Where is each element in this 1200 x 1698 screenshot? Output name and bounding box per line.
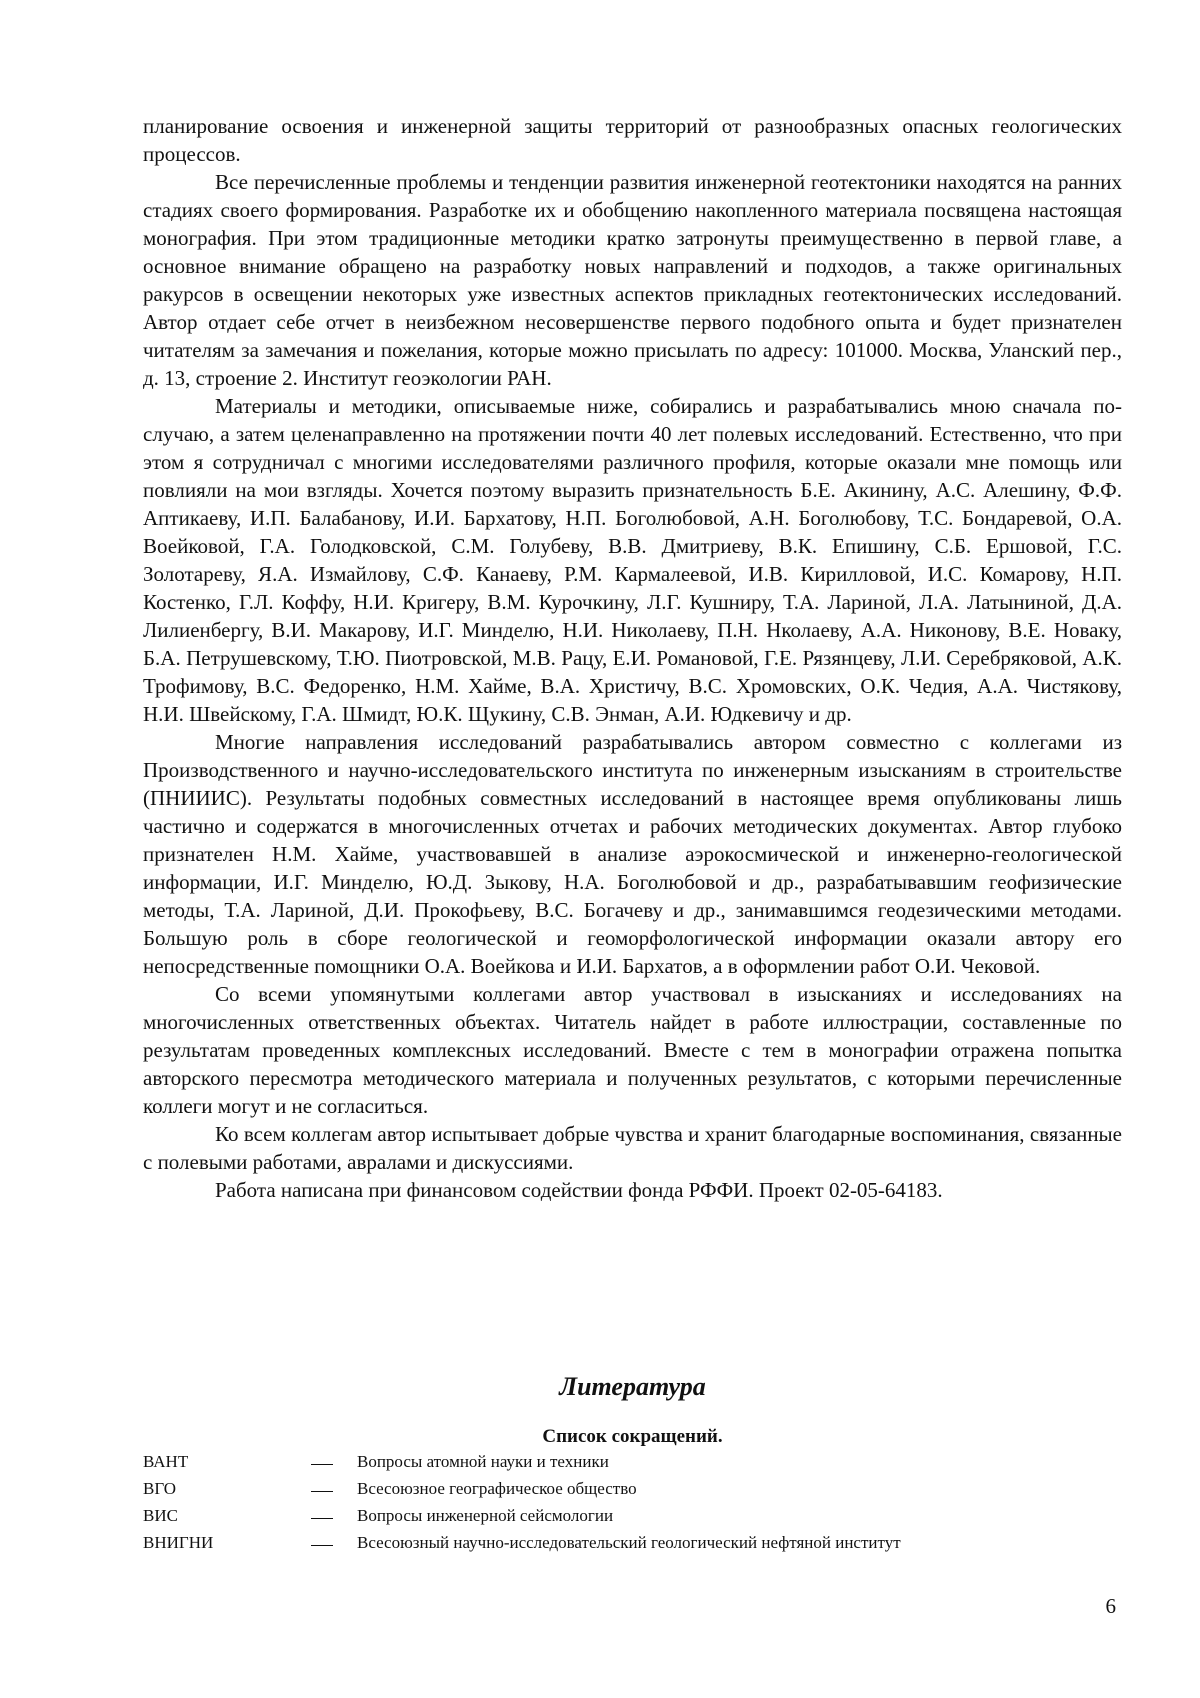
abbreviation-row [143,1506,1122,1533]
abbreviation-term: ВАНТ [143,1452,189,1471]
abbreviation-definition: Вопросы инженерной сейсмологии [357,1506,614,1525]
abbreviations-list [143,1452,1122,1560]
page-number: 6 [1105,1594,1116,1618]
section-heading: Литература [559,1372,706,1401]
abbreviation-definition: Всесоюзный научно-исследовательский геологический нефтяной институт [357,1533,901,1552]
paragraph-1: планирование освоения и инженерной защиты территорий от разнообразных опасных геологических процессов. [143,114,1122,166]
paragraph-7: Работа написана при финансовом содействии фонда РФФИ. Проект 02-05-64183. [215,1178,943,1202]
paragraph-6: Ко всем коллегам автор испытывает добрые чувства и хранит благодарные воспоминания, связанные с полевыми работами, авралами и дискуссиями. [143,1122,1122,1174]
dash-separator [311,1518,333,1519]
abbreviation-row [143,1533,1122,1560]
paragraph-5: Со всеми упомянутыми коллегами автор участвовал в изысканиях и исследованиях на многочисленных ответственных объектах. Читатель найдет в работе иллюстрации, составленные по результатам проведенных комплексных исследований. Вместе с тем в монографии отражена попытка авторского пересмотра методического материала и полученных результатов, с которыми перечисленные коллеги могут и не согласиться. [143,982,1122,1118]
abbreviation-term: ВНИГНИ [143,1533,214,1552]
paragraph-3: Материалы и методики, описываемые ниже, собирались и разрабатывались мною сначала по-случаю, а затем целенаправленно на протяжении почти 40 лет полевых исследований. Естественно, что при этом я сотрудничал с многими исследователями различного профиля, которые оказали мне помощь или повлияли на мои взгляды. Хочется поэтому выразить признательность Б.Е. Акинину, А.С. Алешину, Ф.Ф. Аптикаеву, И.П. Балабанову, И.И. Бархатову, Н.П. Боголюбовой, А.Н. Боголюбову, Т.С. Бондаревой, О.А. Воейковой, Г.А. Голодковской, С.М. Голубеву, В.В. Дмитриеву, В.К. Епишину, С.Б. Ершовой, Г.С. Золотареву, Я.А. Измайлову, С.Ф. Канаеву, Р.М. Кармалеевой, И.В. Кирилловой, И.С. Комарову, Н.П. Костенко, Г.Л. Коффу, Н.И. Кригеру, В.М. Курочкину, Л.Г. Кушниру, Т.А. Лариной, Л.А. Латыниной, Д.А. Лилиенбергу, В.И. Макарову, И.Г. Минделю, Н.И. Николаеву, П.Н. Нколаеву, А.А. Никонову, В.Е. Новаку, Б.А. Петрушевскому, Т.Ю. Пиотровской, М.В. Рацу, Е.И. Романовой, Г.Е. Рязянцеву, Л.И. Серебряковой, А.К. Трофимову, В.С. Федоренко, Н.М. Хайме, В.А. Христичу, В.С. Хромовских, О.К. Чедия, А.А. Чистякову, Н.И. Швейскому, Г.А. Шмидт, Ю.К. Щукину, С.В. Энман, А.И. Юдкевичу и др. [143,394,1122,726]
dash-separator [311,1464,333,1465]
paragraph-4: Многие направления исследований разрабатывались автором совместно с коллегами из Производственного и научно-исследовательского института по инженерным изысканиям в строительстве (ПНИИИС). Результаты подобных совместных исследований в настоящее время опубликованы лишь частично и содержатся в многочисленных отчетах и рабочих методических документах. Автор глубоко признателен Н.М. Хайме, участвовавшей в анализе аэрокосмической и инженерно-геологической информации, И.Г. Минделю, Ю.Д. Зыкову, Н.А. Боголюбовой и др., разрабатывавшим геофизические методы, Т.А. Лариной, Д.И. Прокофьеву, В.С. Богачеву и др., занимавшимся геодезическими методами. Большую роль в сборе геологической и геоморфологической информации оказали автору его непосредственные помощники О.А. Воейкова и И.И. Бархатов, а в оформлении работ О.И. Чековой. [143,730,1122,978]
abbreviations-subheading: Список сокращений. [542,1426,723,1447]
abbreviation-definition: Всесоюзное географическое общество [357,1479,637,1498]
body-text [143,112,1122,1204]
abbreviation-row [143,1452,1122,1479]
dash-separator [311,1545,333,1546]
abbreviation-term: ВГО [143,1479,177,1498]
dash-separator [311,1491,333,1492]
abbreviation-definition: Вопросы атомной науки и техники [357,1452,609,1471]
abbreviation-row [143,1479,1122,1506]
abbreviation-term: ВИС [143,1506,178,1525]
paragraph-2: Все перечисленные проблемы и тенденции развития инженерной геотектоники находятся на ранних стадиях своего формирования. Разработке их и обобщению накопленного материала посвящена настоящая монография. При этом традиционные методики кратко затронуты преимущественно в первой главе, а основное внимание обращено на разработку новых направлений и подходов, а также оригинальных ракурсов в освещении некоторых уже известных аспектов прикладных геотектонических исследований. Автор отдает себе отчет в неизбежном несовершенстве первого подобного опыта и будет признателен читателям за замечания и пожелания, которые можно присылать по адресу: 101000. Москва, Уланский пер., д. 13, строение 2. Институт геоэкологии РАН. [143,170,1122,390]
